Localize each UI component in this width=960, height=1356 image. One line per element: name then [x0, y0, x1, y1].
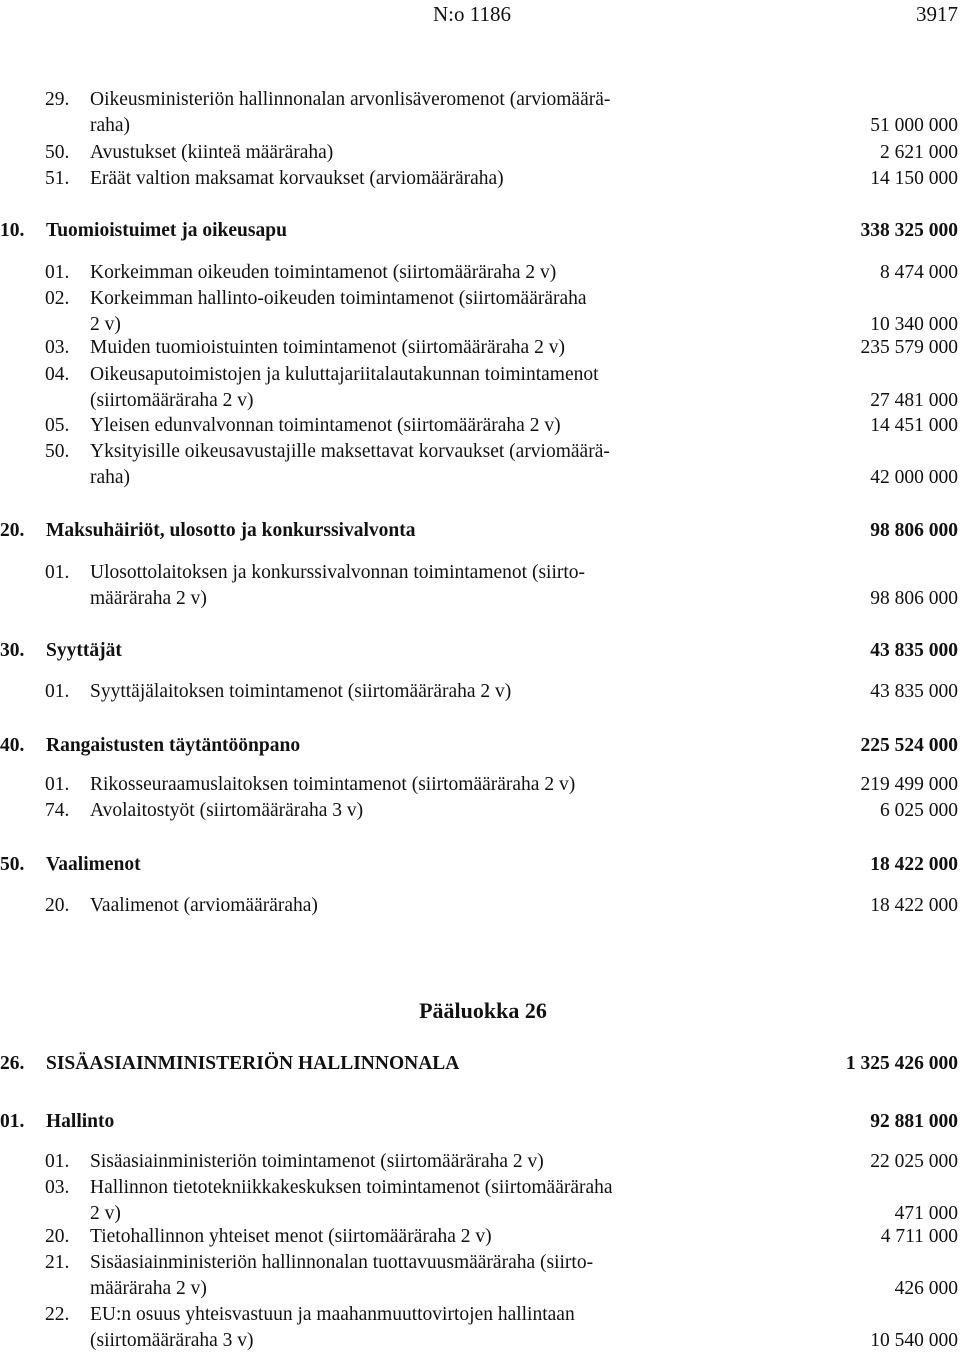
item-description: 2 v)	[90, 314, 121, 335]
main-category-row	[0, 1049, 960, 1079]
section-title	[0, 998, 960, 1024]
item-description: Eräät valtion maksamat korvaukset (arviomääräraha)	[90, 168, 504, 189]
item-description: määräraha 2 v)	[90, 1278, 207, 1299]
budget-item-row	[0, 796, 960, 826]
budget-item-row	[0, 891, 960, 921]
main-category-amount: 92 881 000	[870, 1111, 958, 1132]
main-category-amount: 18 422 000	[870, 854, 958, 875]
budget-item-row	[0, 584, 960, 614]
item-description: Muiden tuomioistuinten toimintamenot (siirtomääräraha 2 v)	[90, 337, 565, 358]
item-amount: 10 340 000	[870, 314, 958, 335]
item-description: Oikeusaputoimistojen ja kuluttajariitalautakunnan toimintamenot	[90, 364, 599, 385]
item-number: 74.	[45, 800, 70, 821]
item-description: Ulosottolaitoksen ja konkurssivalvonnan toimintamenot (siirto-	[90, 562, 586, 583]
item-amount: 4 711 000	[880, 1226, 958, 1247]
main-category-row	[0, 516, 960, 546]
item-description: Syyttäjälaitoksen toimintamenot (siirtomääräraha 2 v)	[90, 681, 512, 702]
item-description: raha)	[90, 115, 131, 136]
item-amount: 10 540 000	[870, 1330, 958, 1351]
item-number: 01.	[45, 562, 70, 583]
main-category-amount: 1 325 426 000	[845, 1053, 958, 1074]
item-amount: 27 481 000	[870, 390, 958, 411]
item-description: EU:n osuus yhteisvastuun ja maahanmuuttovirtojen hallintaan	[90, 1304, 575, 1325]
item-amount: 426 000	[894, 1278, 958, 1299]
item-description: 2 v)	[90, 1203, 121, 1224]
main-category-title: Syyttäjät	[46, 640, 122, 661]
main-category-number: 10.	[0, 220, 25, 241]
item-amount: 22 025 000	[870, 1151, 958, 1172]
main-category-row	[0, 850, 960, 880]
item-number: 05.	[45, 415, 70, 436]
item-number: 29.	[45, 89, 70, 110]
item-amount: 43 835 000	[870, 681, 958, 702]
main-category-number: 50.	[0, 854, 25, 875]
main-category-row	[0, 636, 960, 666]
item-number: 04.	[45, 364, 70, 385]
item-description: Tietohallinnon yhteiset menot (siirtomääräraha 2 v)	[90, 1226, 492, 1247]
main-category-amount: 225 524 000	[860, 735, 958, 756]
main-category-number: 01.	[0, 1111, 25, 1132]
item-description: Yleisen edunvalvonnan toimintamenot (siirtomääräraha 2 v)	[90, 415, 561, 436]
item-description: (siirtomääräraha 2 v)	[90, 390, 254, 411]
main-category-title: Rangaistusten täytäntöönpano	[46, 735, 301, 756]
item-number: 22.	[45, 1304, 70, 1325]
item-description: Avolaitostyöt (siirtomääräraha 3 v)	[90, 800, 364, 821]
main-category-row	[0, 1107, 960, 1137]
item-number: 01.	[45, 1151, 70, 1172]
main-category-row	[0, 216, 960, 246]
item-amount: 471 000	[894, 1203, 958, 1224]
item-number: 51.	[45, 168, 70, 189]
item-amount: 219 499 000	[860, 774, 958, 795]
item-number: 20.	[45, 895, 70, 916]
item-description: Yksityisille oikeusavustajille maksettavat korvaukset (arviomäärä-	[90, 441, 610, 462]
item-amount: 98 806 000	[870, 588, 958, 609]
item-number: 50.	[45, 441, 70, 462]
item-number: 20.	[45, 1226, 70, 1247]
main-category-amount: 338 325 000	[860, 220, 958, 241]
item-amount: 14 150 000	[870, 168, 958, 189]
item-number: 03.	[45, 1177, 70, 1198]
main-category-amount: 98 806 000	[870, 520, 958, 541]
item-number: 01.	[45, 681, 70, 702]
main-category-number: 26.	[0, 1053, 25, 1074]
item-description: Korkeimman oikeuden toimintamenot (siirtomääräraha 2 v)	[90, 262, 557, 283]
budget-item-row	[0, 111, 960, 141]
main-category-number: 30.	[0, 640, 25, 661]
item-amount: 51 000 000	[870, 115, 958, 136]
budget-item-row	[0, 333, 960, 363]
page-header-issue: N:o 1186	[433, 2, 511, 26]
item-amount: 42 000 000	[870, 467, 958, 488]
budget-item-row	[0, 1326, 960, 1356]
item-description: Hallinnon tietotekniikkakeskuksen toimintamenot (siirtomääräraha	[90, 1177, 613, 1198]
item-description: (siirtomääräraha 3 v)	[90, 1330, 254, 1351]
item-description: Avustukset (kiinteä määräraha)	[90, 142, 334, 163]
item-number: 02.	[45, 288, 70, 309]
main-category-number: 20.	[0, 520, 25, 541]
item-description: määräraha 2 v)	[90, 588, 207, 609]
budget-item-row	[0, 677, 960, 707]
section-title-text: Pääluokka 26	[419, 998, 547, 1023]
item-amount: 14 451 000	[870, 415, 958, 436]
item-amount: 235 579 000	[860, 337, 958, 358]
main-category-title: Tuomioistuimet ja oikeusapu	[46, 220, 287, 241]
main-category-number: 40.	[0, 735, 25, 756]
main-category-title: Hallinto	[46, 1111, 115, 1132]
main-category-row	[0, 731, 960, 761]
item-description: raha)	[90, 467, 131, 488]
main-category-title: Vaalimenot	[46, 854, 141, 875]
item-amount: 18 422 000	[870, 895, 958, 916]
page-number: 3917	[916, 2, 958, 26]
item-amount: 2 621 000	[880, 142, 958, 163]
main-category-title: Maksuhäiriöt, ulosotto ja konkurssivalvonta	[46, 520, 416, 541]
item-description: Vaalimenot (arviomääräraha)	[90, 895, 318, 916]
item-description: Sisäasiainministeriön hallinnonalan tuottavuusmääräraha (siirto-	[90, 1252, 594, 1273]
item-amount: 6 025 000	[880, 800, 958, 821]
item-description: Oikeusministeriön hallinnonalan arvonlisäveromenot (arviomäärä-	[90, 89, 611, 110]
main-category-amount: 43 835 000	[870, 640, 958, 661]
item-amount: 8 474 000	[880, 262, 958, 283]
item-description: Rikosseuraamuslaitoksen toimintamenot (siirtomääräraha 2 v)	[90, 774, 576, 795]
item-number: 21.	[45, 1252, 70, 1273]
main-category-title: SISÄASIAINMINISTERIÖN HALLINNONALA	[46, 1053, 460, 1074]
item-description: Sisäasiainministeriön toimintamenot (siirtomääräraha 2 v)	[90, 1151, 544, 1172]
item-number: 01.	[45, 774, 70, 795]
item-number: 01.	[45, 262, 70, 283]
budget-item-row	[0, 463, 960, 493]
item-number: 50.	[45, 142, 70, 163]
item-number: 03.	[45, 337, 70, 358]
budget-item-row	[0, 164, 960, 194]
item-description: Korkeimman hallinto-oikeuden toimintamenot (siirtomääräraha	[90, 288, 587, 309]
